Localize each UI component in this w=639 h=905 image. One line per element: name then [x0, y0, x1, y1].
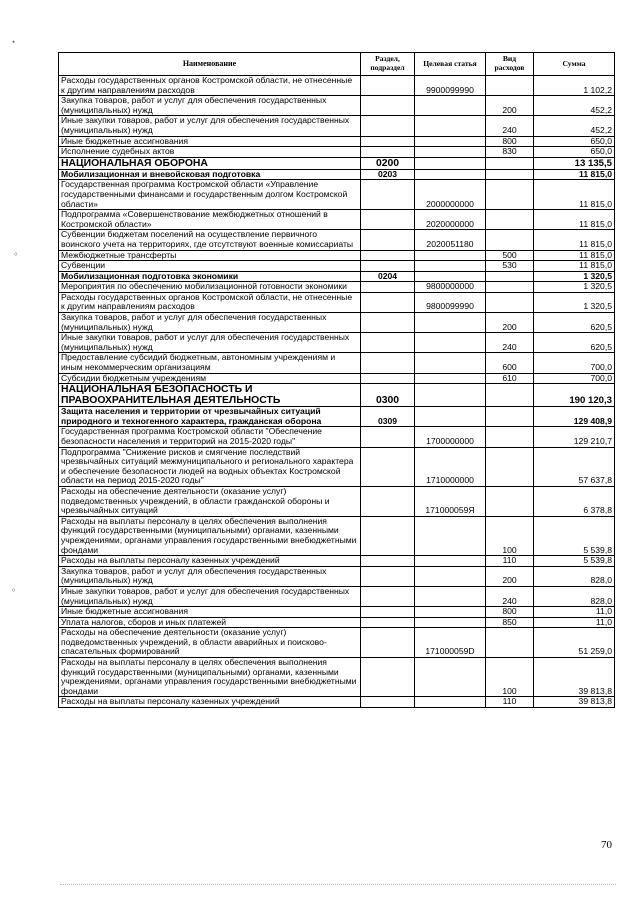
row-sum: 51 259,0: [534, 628, 615, 658]
row-section: [361, 697, 415, 708]
scan-mark: •: [12, 37, 16, 47]
row-name: НАЦИОНАЛЬНАЯ ОБОРОНА: [59, 157, 361, 169]
row-section: [361, 313, 415, 333]
table-row: [59, 169, 615, 180]
table-row: [59, 628, 615, 658]
row-type: [486, 230, 534, 250]
scan-artifact-line: [60, 884, 616, 885]
row-name: Мобилизационная и вневойсковая подготовка: [59, 169, 361, 180]
row-sum: 828,0: [534, 586, 615, 606]
row-section: [361, 566, 415, 586]
row-name: Мероприятия по обеспечению мобилизационной готовности экономики: [59, 282, 361, 293]
row-name: Расходы на обеспечение деятельности (оказание услуг) подведомственных учреждений, в области гражданской обороны и чрезвычайных ситуаций: [59, 486, 361, 516]
row-section: [361, 486, 415, 516]
row-sum: 650,0: [534, 147, 615, 158]
table-row: [59, 447, 615, 486]
row-type: 200: [486, 313, 534, 333]
row-type: [486, 210, 534, 230]
row-name: Расходы на выплаты персоналу казенных учреждений: [59, 697, 361, 708]
table-row: [59, 282, 615, 293]
row-target: [415, 333, 486, 353]
row-target: 171000059D: [415, 628, 486, 658]
table-row: [59, 516, 615, 555]
table-row: [59, 136, 615, 147]
table-row: [59, 486, 615, 516]
table-row: [59, 566, 615, 586]
row-sum: 620,5: [534, 313, 615, 333]
row-sum: 1 320,5: [534, 292, 615, 312]
row-section: [361, 292, 415, 312]
row-target: [415, 556, 486, 567]
table-row: [59, 313, 615, 333]
row-target: [415, 313, 486, 333]
table-row: [59, 427, 615, 447]
row-type: 240: [486, 116, 534, 136]
row-target: 1710000000: [415, 447, 486, 486]
row-sum: 11 815,0: [534, 210, 615, 230]
row-target: [415, 586, 486, 606]
row-name: Расходы на выплаты персоналу в целях обеспечения выполнения функций государственными (муниципальными) органами, казенными учреждениями, органами управления государственными внебюджетными фондами: [59, 658, 361, 697]
table-row: [59, 147, 615, 158]
row-type: 500: [486, 250, 534, 261]
row-sum: 6 378,8: [534, 486, 615, 516]
row-section: [361, 282, 415, 293]
table-row: [59, 292, 615, 312]
table-row: [59, 210, 615, 230]
column-header-name: Наименование: [59, 53, 361, 76]
row-sum: 11 815,0: [534, 261, 615, 272]
row-target: [415, 169, 486, 180]
table-row: [59, 333, 615, 353]
row-target: [415, 373, 486, 384]
row-target: 9900099990: [415, 76, 486, 96]
row-sum: 11,0: [534, 617, 615, 628]
row-name: Предоставление субсидий бюджетным, автономным учреждениям и иным некоммерческим организациям: [59, 353, 361, 373]
row-name: Исполнение судебных актов: [59, 147, 361, 158]
table-row: [59, 96, 615, 116]
row-sum: 5 539,8: [534, 556, 615, 567]
row-section: 0204: [361, 271, 415, 282]
table-row: [59, 116, 615, 136]
row-sum: 650,0: [534, 136, 615, 147]
row-target: [415, 271, 486, 282]
row-target: [415, 658, 486, 697]
row-name: Межбюджетные трансферты: [59, 250, 361, 261]
row-sum: 39 813,8: [534, 658, 615, 697]
row-section: [361, 250, 415, 261]
row-type: 830: [486, 147, 534, 158]
row-name: Государственная программа Костромской области "Обеспечение безопасности населения и территорий на 2015-2020 годы": [59, 427, 361, 447]
table-row: [59, 658, 615, 697]
row-section: [361, 353, 415, 373]
row-target: 9800000000: [415, 282, 486, 293]
table-row: [59, 407, 615, 427]
table-row: [59, 261, 615, 272]
table-row: [59, 76, 615, 96]
row-target: [415, 407, 486, 427]
table-row: [59, 157, 615, 169]
row-name: Иные бюджетные ассигнования: [59, 607, 361, 618]
row-section: [361, 516, 415, 555]
row-section: [361, 427, 415, 447]
row-target: [415, 353, 486, 373]
row-type: 240: [486, 586, 534, 606]
row-section: [361, 617, 415, 628]
row-type: [486, 447, 534, 486]
row-sum: 11 815,0: [534, 230, 615, 250]
table-row: [59, 384, 615, 407]
row-target: [415, 384, 486, 407]
row-type: [486, 271, 534, 282]
row-section: [361, 447, 415, 486]
table-row: [59, 586, 615, 606]
row-section: [361, 628, 415, 658]
row-sum: 129 210,7: [534, 427, 615, 447]
row-type: [486, 180, 534, 210]
row-target: 9800099990: [415, 292, 486, 312]
row-name: Иные закупки товаров, работ и услуг для обеспечения государственных (муниципальных) нужд: [59, 333, 361, 353]
row-name: Расходы на выплаты персоналу в целях обеспечения выполнения функций государственными (муниципальными) органами, казенными учреждениями, органами управления государственными внебюджетными фондами: [59, 516, 361, 555]
row-sum: 11 815,0: [534, 250, 615, 261]
row-name: Мобилизационная подготовка экономики: [59, 271, 361, 282]
column-header-sum: Сумма: [534, 53, 615, 76]
table-row: [59, 353, 615, 373]
row-name: НАЦИОНАЛЬНАЯ БЕЗОПАСНОСТЬ И ПРАВООХРАНИТЕЛЬНАЯ ДЕЯТЕЛЬНОСТЬ: [59, 384, 361, 407]
table-row: [59, 271, 615, 282]
row-type: 530: [486, 261, 534, 272]
table-row: [59, 180, 615, 210]
row-sum: 11 815,0: [534, 180, 615, 210]
row-type: [486, 384, 534, 407]
row-target: [415, 607, 486, 618]
row-name: Иные бюджетные ассигнования: [59, 136, 361, 147]
row-type: [486, 407, 534, 427]
row-type: [486, 169, 534, 180]
row-section: 0300: [361, 384, 415, 407]
row-type: 200: [486, 96, 534, 116]
row-name: Иные закупки товаров, работ и услуг для обеспечения государственных (муниципальных) нужд: [59, 586, 361, 606]
row-name: Подпрограмма «Совершенствование межбюджетных отношений в Костромской области»: [59, 210, 361, 230]
row-section: [361, 96, 415, 116]
row-section: [361, 607, 415, 618]
row-name: Закупка товаров, работ и услуг для обеспечения государственных (муниципальных) нужд: [59, 96, 361, 116]
row-section: [361, 180, 415, 210]
row-target: [415, 157, 486, 169]
row-name: Субвенции: [59, 261, 361, 272]
scan-mark: °: [12, 587, 16, 597]
row-section: [361, 333, 415, 353]
row-sum: 190 120,3: [534, 384, 615, 407]
row-section: 0309: [361, 407, 415, 427]
table-row: [59, 607, 615, 618]
row-section: [361, 261, 415, 272]
row-name: Расходы государственных органов Костромской области, не отнесенные к другим направлениям расходов: [59, 76, 361, 96]
row-target: [415, 250, 486, 261]
table-row: [59, 556, 615, 567]
row-name: Подпрограмма "Снижение рисков и смягчение последствий чрезвычайных ситуаций межмуниципального и регионального характера и обеспечение безопасности людей на водных объектах Костромской области на период 2015-2020 годы": [59, 447, 361, 486]
row-type: 800: [486, 607, 534, 618]
budget-table: [58, 52, 615, 708]
row-sum: 129 408,9: [534, 407, 615, 427]
row-sum: 452,2: [534, 116, 615, 136]
row-section: [361, 76, 415, 96]
row-target: [415, 147, 486, 158]
row-target: [415, 136, 486, 147]
row-type: [486, 292, 534, 312]
row-type: 610: [486, 373, 534, 384]
row-target: [415, 96, 486, 116]
row-section: [361, 136, 415, 147]
row-type: 600: [486, 353, 534, 373]
row-sum: 57 637,8: [534, 447, 615, 486]
row-target: 171000059Я: [415, 486, 486, 516]
row-type: 110: [486, 556, 534, 567]
row-section: [361, 116, 415, 136]
row-name: Расходы на выплаты персоналу казенных учреждений: [59, 556, 361, 567]
table-body: [59, 76, 615, 708]
row-type: 800: [486, 136, 534, 147]
row-name: Иные закупки товаров, работ и услуг для обеспечения государственных (муниципальных) нужд: [59, 116, 361, 136]
row-sum: 11,0: [534, 607, 615, 618]
page-number: 70: [601, 839, 612, 851]
row-sum: 1 102,2: [534, 76, 615, 96]
row-type: [486, 486, 534, 516]
row-type: [486, 76, 534, 96]
row-target: [415, 617, 486, 628]
row-sum: 39 813,8: [534, 697, 615, 708]
row-name: Уплата налогов, сборов и иных платежей: [59, 617, 361, 628]
row-sum: 11 815,0: [534, 169, 615, 180]
row-section: [361, 230, 415, 250]
row-name: Закупка товаров, работ и услуг для обеспечения государственных (муниципальных) нужд: [59, 313, 361, 333]
row-type: 240: [486, 333, 534, 353]
row-type: [486, 282, 534, 293]
table-row: [59, 230, 615, 250]
row-type: 110: [486, 697, 534, 708]
row-section: [361, 658, 415, 697]
row-target: 2020000000: [415, 210, 486, 230]
row-type: 100: [486, 658, 534, 697]
row-sum: 1 320,5: [534, 271, 615, 282]
row-target: [415, 697, 486, 708]
row-target: 2020051180: [415, 230, 486, 250]
table-row: [59, 250, 615, 261]
row-section: [361, 210, 415, 230]
table-row: [59, 617, 615, 628]
row-target: [415, 116, 486, 136]
row-target: [415, 516, 486, 555]
row-name: Расходы на обеспечение деятельности (оказание услуг) подведомственных учреждений, в области аварийных и поисково-спасательных формирований: [59, 628, 361, 658]
scan-mark: °: [14, 251, 18, 261]
row-sum: 700,0: [534, 373, 615, 384]
row-target: 1700000000: [415, 427, 486, 447]
row-section: [361, 373, 415, 384]
row-section: [361, 556, 415, 567]
row-section: 0203: [361, 169, 415, 180]
row-sum: 700,0: [534, 353, 615, 373]
row-type: [486, 157, 534, 169]
row-sum: 620,5: [534, 333, 615, 353]
row-type: [486, 628, 534, 658]
row-name: Расходы государственных органов Костромской области, не отнесенные к другим направлениям расходов: [59, 292, 361, 312]
row-sum: 1 320,5: [534, 282, 615, 293]
row-type: 850: [486, 617, 534, 628]
row-name: Субсидии бюджетным учреждениям: [59, 373, 361, 384]
row-target: 2000000000: [415, 180, 486, 210]
row-name: Защита населения и территории от чрезвычайных ситуаций природного и техногенного характера, гражданская оборона: [59, 407, 361, 427]
row-section: [361, 147, 415, 158]
row-name: Государственная программа Костромской области «Управление государственными финансами и государственным долгом Костромской области»: [59, 180, 361, 210]
row-sum: 5 539,8: [534, 516, 615, 555]
row-sum: 828,0: [534, 566, 615, 586]
row-section: [361, 586, 415, 606]
row-sum: 13 135,5: [534, 157, 615, 169]
row-target: [415, 261, 486, 272]
row-type: [486, 427, 534, 447]
row-target: [415, 566, 486, 586]
row-name: Закупка товаров, работ и услуг для обеспечения государственных (муниципальных) нужд: [59, 566, 361, 586]
table-row: [59, 373, 615, 384]
column-header-section: Раздел, подраздел: [361, 53, 415, 76]
table-header-row: [59, 53, 615, 76]
row-type: 200: [486, 566, 534, 586]
table-row: [59, 697, 615, 708]
row-section: 0200: [361, 157, 415, 169]
column-header-target: Целевая статья: [415, 53, 486, 76]
row-sum: 452,2: [534, 96, 615, 116]
column-header-type: Вид расходов: [486, 53, 534, 76]
row-name: Субвенции бюджетам поселений на осуществление первичного воинского учета на территориях, где отсутствуют военные комиссариаты: [59, 230, 361, 250]
row-type: 100: [486, 516, 534, 555]
